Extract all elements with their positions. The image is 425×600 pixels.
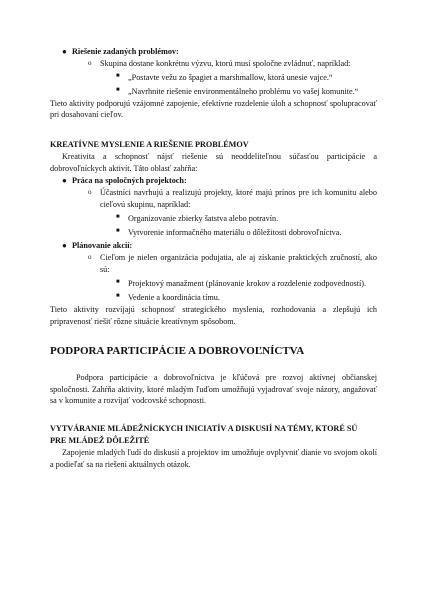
- sub-bullet-marker: o: [88, 253, 92, 262]
- section-heading: [50, 423, 377, 447]
- sub-bullet-item: [50, 252, 377, 276]
- section-heading-line: VYTVÁRANIE MLÁDEŽNÍCKYCH INICIATÍV A DISKUSIÍ NA TÉMY, KTORÉ SÚ: [50, 424, 358, 434]
- list-item-text: Vedenie a koordinácia tímu.: [128, 293, 220, 303]
- list-item: [50, 86, 377, 98]
- bullet-title: Práca na spoločných projektoch:: [72, 176, 187, 186]
- paragraph: Kreativita a schopnosť nájsť riešenie sú neoddeliteľnou súčasťou participácie a dobrovoľníckych aktivít. Táto oblasť zahŕňa:: [50, 152, 377, 174]
- sub-bullet-text: Skupina dostane konkrétnu výzvu, ktorú musí spoločne zvládnuť, napríklad:: [100, 58, 351, 68]
- square-bullet-marker: ■: [116, 86, 120, 93]
- paragraph: Tieto aktivity podporujú vzájomné zapojenie, efektívne rozdelenie úloh a schopnosť spolupracovať pri dosahovaní cieľov.: [50, 98, 377, 120]
- list-item-text: Projektový manažment (plánovanie krokov a rozdelenie zodpovedností).: [128, 279, 367, 289]
- section-heading: KREATÍVNE MYSLENIE A RIEŠENIE PROBLÉMOV: [50, 140, 249, 150]
- sub-bullet-item: [50, 187, 377, 211]
- bullet-title: Plánovanie akcií:: [72, 241, 133, 251]
- square-bullet-marker: ■: [116, 213, 120, 220]
- paragraph: Tieto aktivity rozvíjajú schopnosť strategického myslenia, rozhodovania a zlepšujú ich pripravenosť riešiť rôzne situácie kreatívnym spôsobom.: [50, 304, 377, 326]
- sub-bullet-text: Cieľom je nielen organizácia podujatia, ale aj získanie praktických zručností, ako sú:: [100, 253, 377, 275]
- paragraph: Podpora participácie a dobrovoľníctva je kľúčová pre rozvoj aktívnej občianskej spoločnosti. Zahŕňa aktivity, ktoré mladým ľuďom umožňujú vyjadrovať svoje názory, angažovať sa v komunite a rozvíjať vodcovské schopnosti.: [50, 372, 377, 406]
- list-item: [50, 292, 377, 304]
- bullet-title: Riešenie zadaných problémov:: [72, 47, 179, 56]
- list-item-text: „Navrhnite riešenie environmentálneho problému vo vašej komunite.“: [128, 86, 359, 96]
- sub-bullet-text: Účastníci navrhujú a realizujú projekty, ktoré majú prínos pre ich komunitu alebo cieľovú skupinu, napríklad:: [100, 187, 377, 209]
- list-item-text: Organizovanie zbierky šatstva alebo potravín.: [128, 213, 279, 223]
- square-bullet-marker: ■: [116, 279, 120, 286]
- list-item: [50, 227, 377, 239]
- section-heading-line: PRE MLÁDEŽ DÔLEŽITÉ: [50, 436, 150, 446]
- bullet-marker: ●: [62, 47, 67, 56]
- list-item: [50, 213, 377, 225]
- bullet-item: [50, 175, 377, 187]
- sub-bullet-item: [50, 58, 377, 70]
- sub-bullet-marker: o: [88, 187, 92, 196]
- list-item: [50, 72, 377, 84]
- sub-bullet-marker: o: [88, 58, 92, 67]
- bullet-marker: ●: [62, 241, 67, 251]
- bullet-marker: ●: [62, 176, 67, 186]
- list-item-text: „Postavte vežu zo špagiet a marshmallow, ktorá unesie vajce.“: [128, 72, 333, 82]
- list-item: [50, 278, 377, 290]
- square-bullet-marker: ■: [116, 72, 120, 79]
- square-bullet-marker: ■: [116, 293, 120, 300]
- bullet-item: [50, 46, 377, 58]
- bullet-item: [50, 240, 377, 252]
- chapter-heading: PODPORA PARTICIPÁCIE A DOBROVOĽNÍCTVA: [50, 344, 305, 357]
- paragraph: Zapojenie mladých ľudí do diskusií a projektov im umožňuje ovplyvniť dianie vo svojom okolí a podieľať sa na riešení aktuálnych otázok.: [50, 448, 377, 469]
- square-bullet-marker: ■: [116, 227, 120, 234]
- list-item-text: Vytvorenie informačného materiálu o dôležitosti dobrovoľníctva.: [128, 227, 342, 237]
